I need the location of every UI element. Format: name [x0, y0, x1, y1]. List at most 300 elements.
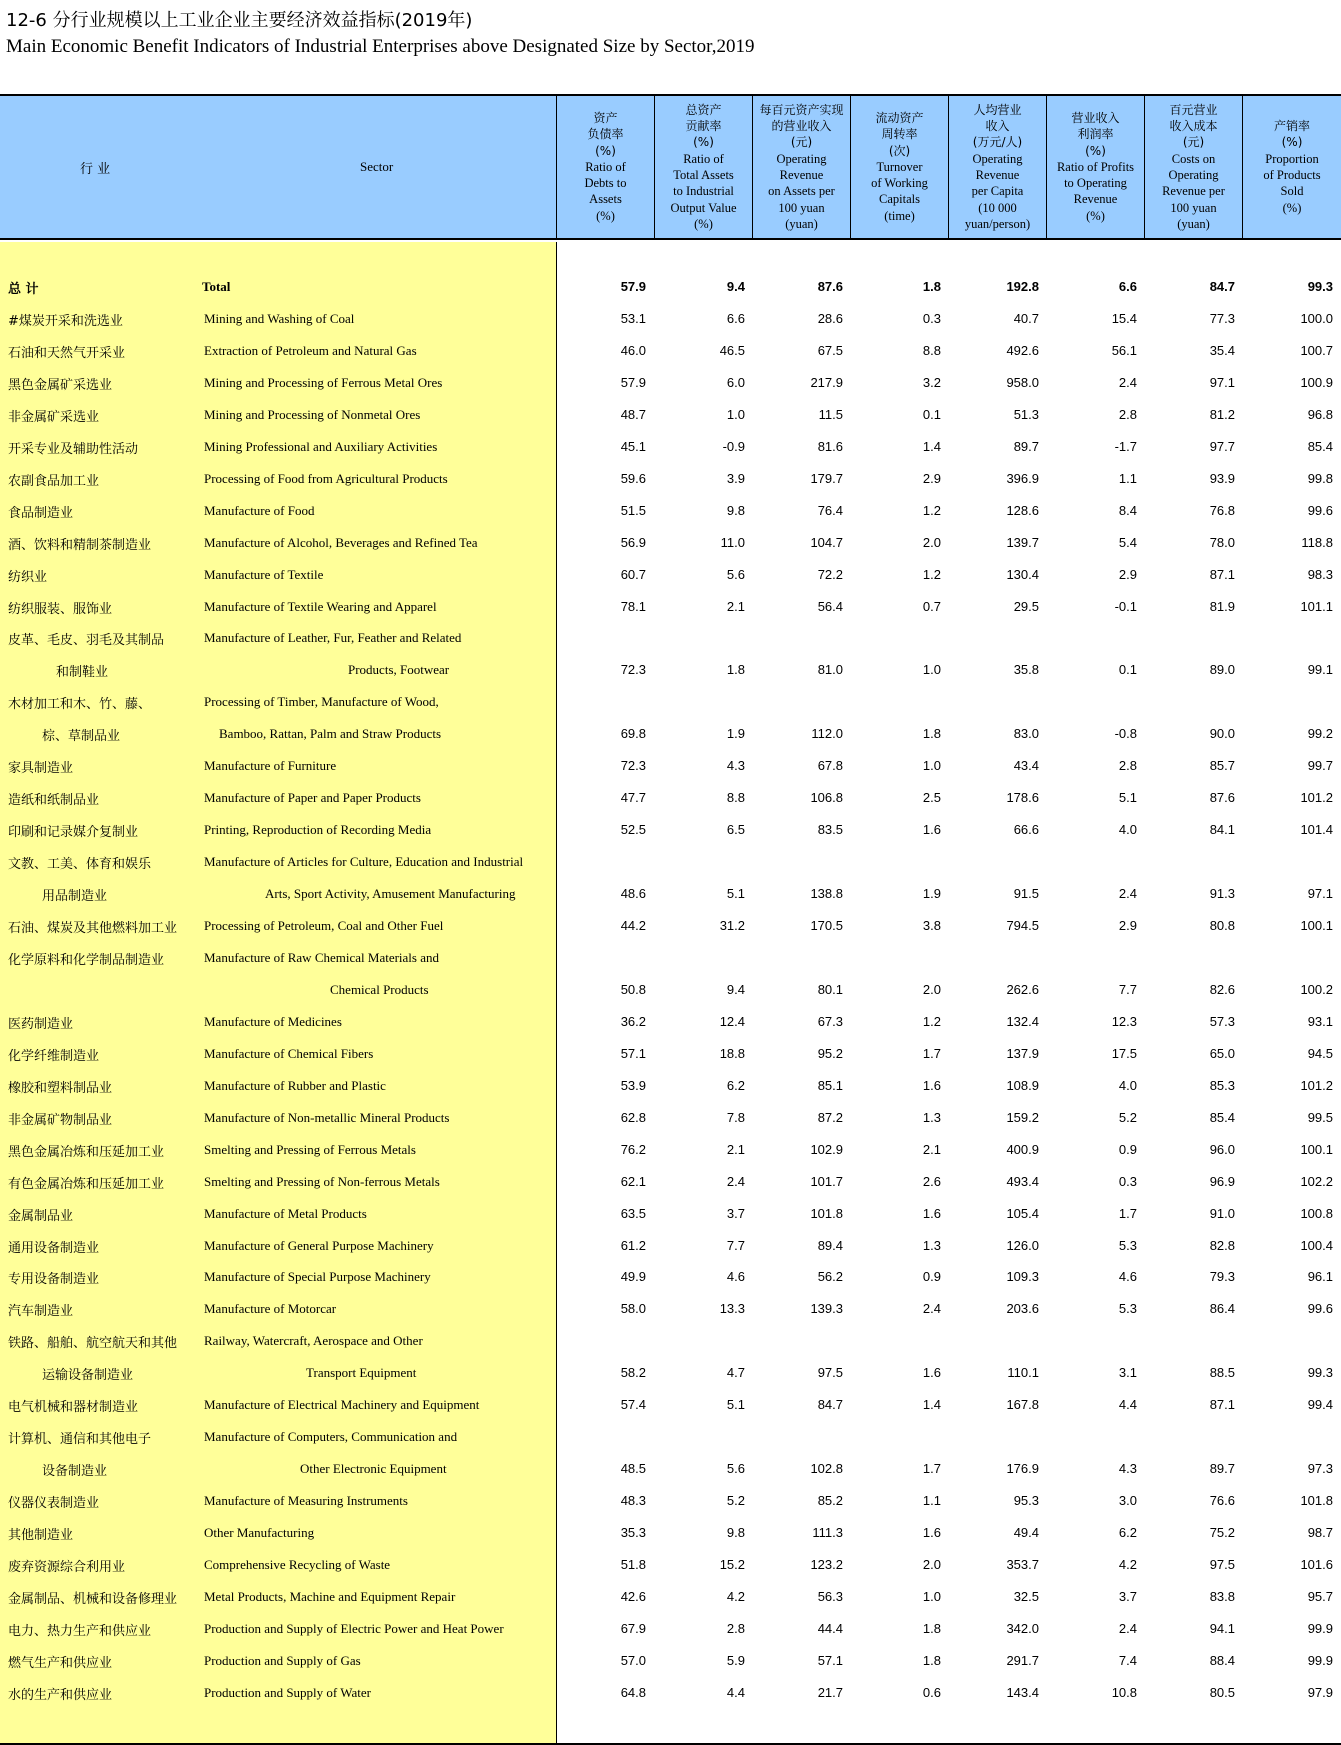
header-column-4 — [850, 96, 948, 238]
value-cell: 105.4 — [1006, 1205, 1039, 1221]
value-cell: 57.3 — [1209, 1013, 1235, 1029]
header-zh-line: 人均营业 — [973, 102, 1022, 117]
table-row — [0, 1646, 1341, 1678]
table-row — [0, 847, 1341, 879]
header-zh-line: 负债率 — [587, 127, 624, 142]
value-cell: 18.8 — [719, 1045, 745, 1061]
value-cell: 57.0 — [620, 1652, 646, 1668]
value-cell: 353.7 — [1006, 1557, 1039, 1572]
sector-name-en: Bamboo, Rattan, Palm and Straw Products — [219, 726, 442, 742]
value-cell: 0.7 — [922, 598, 941, 614]
value-cell: 111.3 — [812, 1525, 843, 1541]
header-column-2 — [654, 96, 752, 238]
table-row — [0, 975, 1341, 1007]
value-cell: 66.6 — [1013, 822, 1039, 838]
value-cell: 170.5 — [810, 918, 843, 933]
value-cell: 2.1 — [922, 1141, 941, 1157]
value-cell: 46.5 — [719, 342, 745, 358]
value-cell: 91.0 — [1209, 1205, 1235, 1221]
value-cell: 159.2 — [1006, 1109, 1039, 1125]
value-cell: 3.9 — [726, 470, 745, 486]
header-en-line: Revenue per — [1162, 184, 1225, 199]
header-en-line: of Products — [1263, 168, 1321, 182]
value-cell: 48.3 — [620, 1493, 646, 1509]
value-cell: 6.0 — [726, 374, 745, 390]
value-cell: 69.8 — [620, 726, 646, 742]
value-cell: 12.3 — [1111, 1013, 1137, 1029]
value-cell: 56.2 — [817, 1269, 843, 1285]
value-cell: 83.8 — [1209, 1588, 1235, 1604]
value-cell: 10.8 — [1111, 1684, 1137, 1700]
sector-name-en: Production and Supply of Electric Power and Heat Power — [204, 1620, 504, 1636]
value-cell: 45.1 — [620, 438, 646, 454]
value-cell: 96.8 — [1307, 406, 1333, 422]
value-cell: 67.5 — [817, 342, 843, 358]
value-cell: 0.1 — [1118, 662, 1137, 678]
sector-name-en: Products, Footwear — [348, 662, 450, 678]
table-row — [0, 1294, 1341, 1326]
value-cell: 15.2 — [719, 1557, 745, 1572]
sector-name-zh: 医药制造业 — [8, 1016, 74, 1032]
sector-name-zh: 设备制造业 — [42, 1464, 108, 1480]
value-cell: 1.8 — [922, 279, 941, 294]
value-cell: 2.0 — [922, 1557, 941, 1572]
value-cell: 3.8 — [922, 918, 941, 933]
header-zh-line: (%) — [595, 143, 616, 158]
value-cell: 67.9 — [620, 1620, 646, 1636]
value-cell: 94.5 — [1307, 1045, 1333, 1061]
header-zh-line: 总资产 — [685, 102, 722, 117]
table-row — [0, 1358, 1341, 1390]
header-sector-en — [360, 96, 393, 238]
value-cell: 1.6 — [922, 822, 941, 838]
value-cell: 492.6 — [1006, 342, 1039, 358]
header-en-line: Ratio of Profits — [1056, 159, 1135, 174]
value-cell: 3.0 — [1118, 1493, 1137, 1509]
table-row — [0, 1614, 1341, 1646]
data-table — [0, 94, 1341, 1745]
value-cell: 35.8 — [1013, 662, 1039, 678]
value-cell: 6.5 — [726, 822, 745, 838]
value-cell: 2.4 — [922, 1301, 941, 1317]
table-row — [0, 815, 1341, 847]
value-cell: 87.2 — [817, 1109, 843, 1125]
value-cell: 36.2 — [620, 1013, 646, 1029]
value-cell: 99.3 — [1307, 279, 1333, 294]
value-cell: 101.2 — [1300, 1077, 1333, 1093]
table-row — [0, 1007, 1341, 1039]
value-cell: 97.9 — [1307, 1684, 1333, 1700]
value-cell: 99.1 — [1307, 662, 1333, 678]
table-row — [0, 1678, 1341, 1710]
value-cell: 97.3 — [1307, 1461, 1333, 1477]
value-cell: 52.5 — [620, 822, 646, 838]
value-cell: 72.2 — [817, 566, 843, 582]
header-en-line: Ratio of — [683, 151, 724, 166]
value-cell: 51.3 — [1013, 406, 1039, 422]
value-cell: 99.8 — [1307, 470, 1333, 486]
value-cell: 29.5 — [1013, 598, 1039, 614]
value-cell: 97.1 — [1209, 374, 1235, 390]
value-cell: 5.6 — [726, 566, 745, 582]
value-cell: 82.8 — [1209, 1237, 1235, 1253]
value-cell: 96.1 — [1307, 1269, 1333, 1285]
value-cell: 1.0 — [922, 1588, 941, 1604]
sector-name-en: Smelting and Pressing of Non-ferrous Metals — [204, 1173, 440, 1189]
value-cell: 101.8 — [1300, 1493, 1333, 1509]
value-cell: 123.2 — [810, 1557, 843, 1572]
value-cell: 47.7 — [620, 790, 646, 806]
value-cell: 2.8 — [1118, 406, 1137, 422]
value-cell: 101.6 — [1300, 1557, 1333, 1572]
value-cell: 139.7 — [1006, 534, 1039, 550]
value-cell: 80.8 — [1209, 918, 1235, 933]
sector-name-en: Manufacture of Textile — [204, 566, 324, 582]
value-cell: 1.1 — [1118, 470, 1137, 486]
table-row — [0, 623, 1341, 655]
value-cell: 48.6 — [620, 886, 646, 902]
sector-name-en: Transport Equipment — [306, 1365, 417, 1381]
value-cell: 44.4 — [817, 1620, 843, 1636]
sector-name-zh: 造纸和纸制品业 — [8, 793, 100, 809]
header-en-line: of Working — [871, 176, 928, 191]
value-cell: 5.9 — [726, 1652, 745, 1668]
sector-name-zh: 汽车制造业 — [8, 1304, 74, 1320]
value-cell: 130.4 — [1006, 566, 1039, 582]
value-cell: 97.7 — [1209, 438, 1235, 454]
sector-name-zh: 用品制造业 — [42, 889, 108, 905]
value-cell: 2.8 — [726, 1620, 745, 1636]
value-cell: 5.1 — [726, 1397, 745, 1413]
value-cell: 100.1 — [1300, 918, 1333, 933]
table-row — [0, 1390, 1341, 1422]
sector-name-zh: 橡胶和塑料制品业 — [8, 1080, 113, 1096]
value-cell: 31.2 — [719, 918, 745, 933]
sector-name-zh: 黑色金属冶炼和压延加工业 — [8, 1144, 165, 1160]
header-en-line: Capitals — [879, 192, 920, 207]
value-cell: 56.9 — [620, 534, 646, 550]
value-cell: 1.4 — [922, 438, 941, 454]
value-cell: 53.1 — [620, 310, 646, 326]
value-cell: 57.1 — [817, 1652, 843, 1668]
table-row — [0, 943, 1341, 975]
value-cell: 101.4 — [1300, 822, 1333, 838]
header-sector-en-label: Sector — [360, 159, 394, 174]
value-cell: 83.5 — [817, 822, 843, 838]
value-cell: 99.7 — [1307, 758, 1333, 774]
value-cell: 64.8 — [620, 1684, 646, 1700]
value-cell: 2.9 — [1118, 566, 1137, 582]
value-cell: 4.4 — [726, 1684, 745, 1700]
value-cell: 2.1 — [726, 1141, 745, 1157]
value-cell: 101.8 — [810, 1205, 843, 1221]
value-cell: 82.6 — [1209, 981, 1235, 997]
sector-name-zh: 石油和天然气开采业 — [8, 345, 126, 361]
sector-name-zh: 农副食品加工业 — [8, 473, 100, 489]
value-cell: 7.7 — [726, 1237, 745, 1253]
value-cell: 1.9 — [922, 886, 941, 902]
value-cell: 13.3 — [719, 1301, 745, 1317]
value-cell: 493.4 — [1006, 1173, 1039, 1189]
value-cell: 8.8 — [726, 790, 745, 806]
value-cell: 100.7 — [1300, 342, 1333, 358]
value-cell: 104.7 — [810, 534, 843, 550]
header-en-line: (%) — [1086, 208, 1105, 223]
header-zh-line: 百元营业 — [1169, 102, 1218, 117]
header-en-line: (%) — [694, 216, 713, 231]
value-cell: 4.2 — [1118, 1557, 1137, 1572]
header-en-line: Operating — [776, 151, 827, 166]
value-cell: 95.3 — [1013, 1493, 1039, 1509]
table-row — [0, 1454, 1341, 1486]
value-cell: 0.3 — [1118, 1173, 1137, 1189]
sector-name-zh: 燃气生产和供应业 — [8, 1655, 113, 1671]
sector-name-en: Metal Products, Machine and Equipment Repair — [204, 1588, 456, 1604]
value-cell: 100.9 — [1300, 374, 1333, 390]
value-cell: 97.5 — [817, 1365, 843, 1381]
value-cell: 5.6 — [726, 1461, 745, 1477]
value-cell: 97.1 — [1307, 886, 1333, 902]
header-en-line: on Assets per — [768, 184, 835, 199]
table-row — [0, 1422, 1341, 1454]
sector-name-en: Processing of Timber, Manufacture of Wood, — [204, 694, 439, 710]
value-cell: 291.7 — [1006, 1652, 1039, 1668]
value-cell: 8.8 — [922, 342, 941, 358]
value-cell: 79.3 — [1209, 1269, 1235, 1285]
sector-name-en: Smelting and Pressing of Ferrous Metals — [204, 1141, 416, 1157]
value-cell: 5.3 — [1118, 1301, 1137, 1317]
value-cell: 143.4 — [1006, 1684, 1039, 1700]
table-row — [0, 432, 1341, 464]
sector-name-zh: 非金属矿物制品业 — [8, 1112, 113, 1128]
value-cell: 76.2 — [620, 1141, 646, 1157]
value-cell: 0.3 — [922, 310, 941, 326]
value-cell: 5.1 — [1118, 790, 1137, 806]
value-cell: 58.0 — [620, 1301, 646, 1317]
value-cell: 1.7 — [1118, 1205, 1137, 1221]
sector-name-en: Extraction of Petroleum and Natural Gas — [204, 342, 417, 358]
value-cell: 35.4 — [1209, 342, 1235, 358]
table-row — [0, 1103, 1341, 1135]
table-row — [0, 1199, 1341, 1231]
table-row — [0, 1518, 1341, 1550]
value-cell: 179.7 — [810, 470, 843, 486]
sector-name-en: Arts, Sport Activity, Amusement Manufacturing — [265, 886, 516, 902]
value-cell: 100.2 — [1300, 981, 1333, 997]
value-cell: 8.4 — [1118, 502, 1137, 518]
value-cell: 99.6 — [1307, 1301, 1333, 1317]
header-column-6 — [1046, 96, 1144, 238]
value-cell: 84.1 — [1209, 822, 1235, 838]
header-en-line: yuan/person) — [964, 216, 1031, 231]
table-row — [0, 400, 1341, 432]
value-cell: 53.9 — [620, 1077, 646, 1093]
table-header — [0, 94, 1341, 240]
sector-name-en: Manufacture of Textile Wearing and Apparel — [204, 598, 437, 614]
header-zh-line: 贡献率 — [685, 119, 722, 134]
value-cell: 76.8 — [1209, 502, 1235, 518]
sector-name-en: Manufacture of Raw Chemical Materials and — [204, 949, 439, 965]
sector-name-en: Manufacture of Rubber and Plastic — [204, 1077, 386, 1093]
sector-name-zh: 黑色金属矿采选业 — [8, 377, 113, 393]
sector-name-zh: 文教、工美、体育和娱乐 — [8, 857, 152, 873]
header-en-line: Assets — [589, 192, 622, 207]
sector-name-en: Manufacture of Chemical Fibers — [204, 1045, 374, 1061]
header-industry-zh-label: 行 业 — [80, 161, 111, 177]
sector-name-zh: 有色金属冶炼和压延加工业 — [8, 1176, 165, 1192]
table-row — [0, 1262, 1341, 1294]
value-cell: -0.1 — [1114, 598, 1137, 614]
value-cell: 1.7 — [922, 1461, 941, 1477]
value-cell: 15.4 — [1111, 310, 1137, 326]
value-cell: 63.5 — [620, 1205, 646, 1221]
sector-name-en: Chemical Products — [330, 981, 429, 997]
value-cell: 102.2 — [1300, 1173, 1333, 1189]
sector-name-zh: 运输设备制造业 — [42, 1368, 134, 1384]
sector-name-en: Manufacture of Metal Products — [204, 1205, 367, 1221]
value-cell: 76.6 — [1209, 1493, 1235, 1509]
value-cell: 1.6 — [922, 1205, 941, 1221]
value-cell: 112.0 — [811, 726, 843, 742]
value-cell: 99.4 — [1307, 1397, 1333, 1413]
sector-name-zh: 电气机械和器材制造业 — [8, 1400, 139, 1416]
value-cell: 217.9 — [810, 374, 843, 390]
value-cell: 62.1 — [620, 1173, 646, 1189]
value-cell: 17.5 — [1111, 1045, 1137, 1061]
value-cell: 4.6 — [726, 1269, 745, 1285]
value-cell: 50.8 — [620, 981, 646, 997]
value-cell: 2.9 — [1118, 918, 1137, 933]
sector-name-en: Production and Supply of Water — [204, 1684, 371, 1700]
value-cell: 89.7 — [1209, 1461, 1235, 1477]
table-title-zh: 12-6 分行业规模以上工业企业主要经济效益指标(2019年) — [6, 10, 473, 31]
value-cell: 56.3 — [817, 1588, 843, 1604]
value-cell: 42.6 — [620, 1588, 646, 1604]
value-cell: 67.3 — [817, 1013, 843, 1029]
value-cell: 84.7 — [1209, 279, 1235, 294]
value-cell: 1.0 — [726, 406, 745, 422]
value-cell: -0.9 — [722, 438, 745, 454]
sector-name-en: Manufacture of Motorcar — [204, 1301, 337, 1317]
value-cell: 98.7 — [1307, 1525, 1333, 1541]
value-cell: 4.6 — [1118, 1269, 1137, 1285]
sector-name-en: Mining and Processing of Ferrous Metal Ores — [204, 374, 443, 390]
value-cell: 1.2 — [922, 566, 941, 582]
value-cell: 3.7 — [1118, 1588, 1137, 1604]
sector-name-zh: 纺织服装、服饰业 — [8, 601, 113, 617]
value-cell: 4.0 — [1118, 1077, 1137, 1093]
value-cell: 32.5 — [1013, 1588, 1039, 1604]
value-cell: 11.5 — [818, 406, 843, 422]
sector-name-zh: 和制鞋业 — [56, 665, 109, 681]
table-row — [0, 592, 1341, 624]
value-cell: 85.1 — [817, 1077, 843, 1093]
sector-name-zh: #煤炭开采和洗选业 — [8, 313, 123, 329]
header-en-line: (time) — [884, 208, 915, 223]
value-cell: 6.6 — [1118, 279, 1137, 294]
value-cell: 2.4 — [1118, 886, 1137, 902]
sector-name-zh: 木材加工和木、竹、藤、 — [8, 697, 152, 713]
value-cell: 5.3 — [1118, 1237, 1137, 1253]
table-row — [0, 368, 1341, 400]
value-cell: 72.3 — [620, 662, 646, 678]
value-cell: 95.7 — [1307, 1588, 1333, 1604]
table-row — [0, 1582, 1341, 1614]
header-zh-line: 收入成本 — [1169, 119, 1218, 134]
value-cell: 81.2 — [1209, 406, 1235, 422]
value-cell: 99.6 — [1307, 502, 1333, 518]
sector-name-zh: 计算机、通信和其他电子 — [8, 1432, 152, 1448]
table-row — [0, 687, 1341, 719]
value-cell: 35.3 — [620, 1525, 646, 1541]
value-cell: 1.3 — [922, 1109, 941, 1125]
value-cell: 1.0 — [922, 662, 941, 678]
header-zh-line: 产销率 — [1273, 119, 1310, 134]
value-cell: 56.1 — [1111, 342, 1137, 358]
sector-name-zh: 食品制造业 — [8, 505, 74, 521]
value-cell: 1.1 — [922, 1493, 941, 1509]
value-cell: 99.2 — [1307, 726, 1333, 742]
value-cell: 5.2 — [726, 1493, 745, 1509]
value-cell: 2.4 — [726, 1173, 745, 1189]
table-row — [0, 528, 1341, 560]
value-cell: 1.6 — [922, 1525, 941, 1541]
header-zh-line: 资产 — [593, 110, 618, 125]
value-cell: 85.4 — [1209, 1109, 1235, 1125]
table-row — [0, 464, 1341, 496]
table-row — [0, 879, 1341, 911]
sector-name-en: Manufacture of Special Purpose Machinery — [204, 1269, 431, 1285]
value-cell: 80.1 — [817, 981, 843, 997]
table-row — [0, 496, 1341, 528]
value-cell: 93.1 — [1307, 1013, 1333, 1029]
value-cell: 78.0 — [1209, 534, 1235, 550]
header-en-line: 100 yuan — [1170, 200, 1217, 215]
table-row — [0, 1039, 1341, 1071]
header-en-line: Revenue — [1073, 192, 1118, 207]
sector-name-en: Manufacture of Paper and Paper Products — [204, 790, 421, 806]
sector-name-zh: 石油、煤炭及其他燃料加工业 — [8, 921, 178, 936]
value-cell: 88.5 — [1209, 1365, 1235, 1381]
value-cell: 1.7 — [922, 1045, 941, 1061]
value-cell: 0.6 — [922, 1684, 941, 1700]
value-cell: 49.9 — [620, 1269, 646, 1285]
table-row — [0, 1486, 1341, 1518]
header-zh-line: 利润率 — [1077, 127, 1114, 142]
value-cell: 67.8 — [817, 758, 843, 774]
value-cell: 106.8 — [810, 790, 843, 806]
value-cell: 28.6 — [817, 310, 843, 326]
value-cell: 2.5 — [922, 790, 941, 806]
sector-name-zh: 纺织业 — [8, 569, 48, 585]
value-cell: 99.9 — [1307, 1652, 1333, 1668]
header-column-1 — [556, 96, 654, 238]
sector-name-en: Manufacture of Food — [204, 502, 315, 518]
header-en-line: Operating — [1168, 168, 1219, 182]
header-en-line: (10 000 — [978, 200, 1017, 215]
value-cell: 138.8 — [810, 886, 843, 902]
value-cell: 958.0 — [1006, 374, 1039, 390]
value-cell: 3.7 — [726, 1205, 745, 1221]
header-zh-line: 收入 — [985, 119, 1010, 134]
value-cell: 1.8 — [726, 662, 745, 678]
value-cell: 80.5 — [1209, 1684, 1235, 1700]
header-zh-line: (%) — [1281, 135, 1303, 150]
value-cell: 7.8 — [726, 1109, 745, 1125]
table-row — [0, 304, 1341, 336]
value-cell: 61.2 — [620, 1237, 646, 1253]
value-cell: 6.2 — [726, 1077, 745, 1093]
